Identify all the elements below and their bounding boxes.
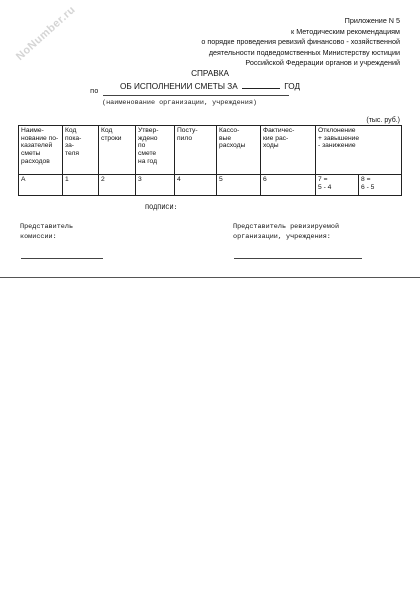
- header-text: Фактичес- кие рас- ходы: [263, 127, 295, 150]
- appendix-line: Приложение N 5: [344, 16, 400, 25]
- number-cell: [316, 175, 359, 196]
- number-text: А: [21, 176, 26, 183]
- organization-caption: (наименование организации, учреждения): [102, 99, 257, 107]
- appendix-header: [160, 16, 400, 69]
- header-text: Посту- пило: [177, 127, 198, 142]
- organization-representative-label: Представитель ревизируемой организации, учреждения:: [233, 223, 340, 241]
- header-cell: [175, 126, 217, 175]
- number-text: 4: [177, 176, 181, 183]
- header-cell: [261, 126, 316, 175]
- appendix-line: деятельности подведомственных Министерству юстиции: [208, 47, 400, 57]
- header-text: Отклонение + завышение - занижение: [318, 127, 360, 150]
- page-divider: [0, 277, 420, 278]
- table-header-row: [19, 126, 402, 175]
- commission-representative-label: Представитель комиссии:: [20, 223, 74, 241]
- table-number-row: [19, 175, 402, 196]
- title-suffix: ГОД: [284, 81, 300, 91]
- number-text: 5: [219, 176, 223, 183]
- title-prefix: ОБ ИСПОЛНЕНИИ СМЕТЫ ЗА: [120, 81, 238, 91]
- header-cell: [217, 126, 261, 175]
- appendix-line: о порядке проведения ревизий финансово - хозяйственной: [201, 37, 400, 47]
- units-label: (тыс. руб.): [366, 117, 400, 124]
- watermark-text: NoNumber.ru: [14, 3, 78, 63]
- estimate-table: [18, 125, 402, 196]
- header-text: Код пока- за- теля: [65, 127, 82, 158]
- number-text: 1: [65, 176, 69, 183]
- organization-field[interactable]: [103, 95, 289, 96]
- header-cell: [316, 126, 402, 175]
- header-cell: [99, 126, 136, 175]
- appendix-line: к Методическим рекомендациям: [291, 26, 400, 36]
- number-cell: [99, 175, 136, 196]
- organization-signature-line[interactable]: [234, 258, 362, 259]
- watermark: [6, 2, 114, 63]
- number-text: 3: [138, 176, 142, 183]
- header-cell: [136, 126, 175, 175]
- number-cell: [136, 175, 175, 196]
- po-label: по: [90, 88, 99, 96]
- number-cell: [261, 175, 316, 196]
- number-cell: [175, 175, 217, 196]
- number-text: 8 = 6 - 5: [361, 176, 375, 191]
- appendix-line: Российской Федерации органов и учреждений: [245, 58, 400, 68]
- number-cell: [217, 175, 261, 196]
- number-cell: [359, 175, 402, 196]
- header-text: Утвер- ждено по смете на год: [138, 127, 159, 165]
- header-text: Наиме- нование по- казателей сметы расходов: [21, 127, 59, 165]
- header-text: Кассо- вые расходы: [219, 127, 246, 150]
- signatures-title: ПОДПИСИ:: [145, 204, 178, 212]
- header-cell: [63, 126, 99, 175]
- number-text: 2: [101, 176, 105, 183]
- header-cell: [19, 126, 63, 175]
- number-text: 7 = 5 - 4: [318, 176, 332, 191]
- number-cell: [63, 175, 99, 196]
- number-text: 6: [263, 176, 267, 183]
- title-line-1: СПРАВКА: [191, 69, 229, 78]
- header-text: Код строки: [101, 127, 122, 142]
- number-cell: [19, 175, 63, 196]
- commission-signature-line[interactable]: [21, 258, 103, 259]
